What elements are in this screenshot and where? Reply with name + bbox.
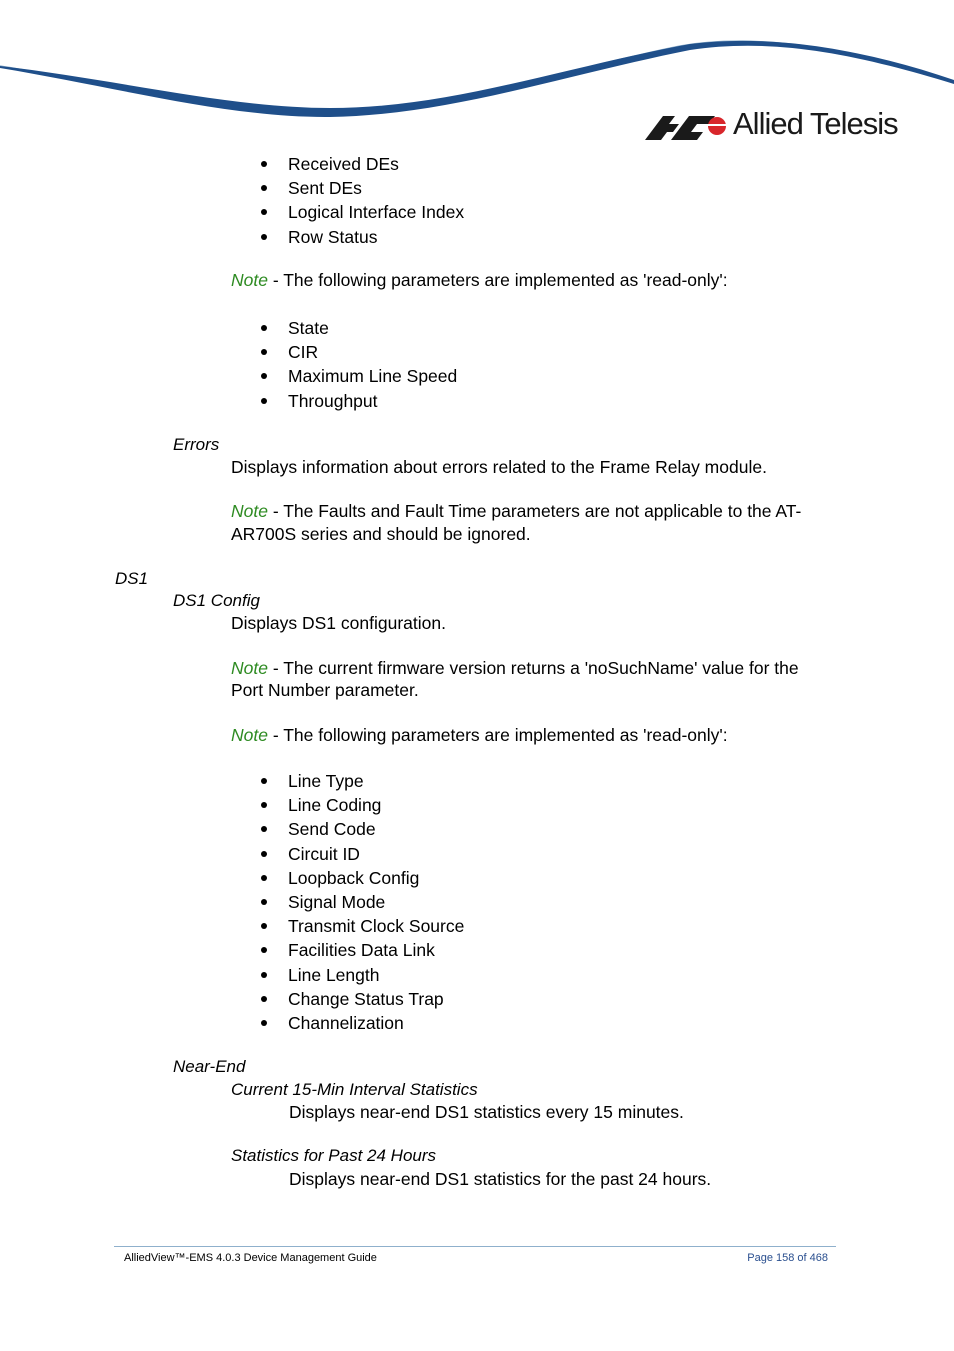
list-readonly-1 [231, 316, 457, 413]
ds1-heading: DS1 [115, 569, 149, 588]
list-item: Sent DEs [231, 176, 464, 200]
ds1-config-description: Displays DS1 configuration. [231, 613, 446, 633]
errors-heading: Errors [173, 435, 220, 454]
errors-note: Note - The Faults and Fault Time parameters are not applicable to the AT- [231, 501, 802, 521]
note-label: Note [231, 725, 268, 745]
note-label: Note [231, 270, 268, 290]
ds1-note-readonly: Note - The following parameters are implemented as 'read-only': [231, 725, 728, 745]
footer-page-number: Page 158 of 468 [747, 1252, 828, 1264]
list-item: Channelization [231, 1011, 464, 1035]
ds1-readonly-list [231, 769, 464, 1035]
list-item: Row Status [231, 225, 464, 249]
list-item: CIR [231, 340, 457, 364]
allied-telesis-mark-icon [645, 108, 727, 144]
ds1-note-nosuchname-line2: Port Number parameter. [231, 680, 419, 700]
list-item: Loopback Config [231, 866, 464, 890]
logo-text: Allied Telesis [733, 106, 898, 141]
past-24h-description: Displays near-end DS1 statistics for the past 24 hours. [289, 1169, 712, 1189]
list-item: Maximum Line Speed [231, 364, 457, 388]
list-item: Line Type [231, 769, 464, 793]
list-item: Throughput [231, 389, 457, 413]
footer-guide-title: AlliedView™-EMS 4.0.3 Device Management Guide [124, 1252, 377, 1264]
near-end-heading: Near-End [173, 1057, 246, 1076]
note-label: Note [231, 501, 268, 521]
ds1-config-heading: DS1 Config [173, 591, 260, 610]
list-item: Send Code [231, 817, 464, 841]
list-top [231, 152, 464, 249]
errors-note-line2: AR700S series and should be ignored. [231, 524, 531, 544]
list-item: Facilities Data Link [231, 938, 464, 962]
list-item: Change Status Trap [231, 987, 464, 1011]
list-item: Circuit ID [231, 842, 464, 866]
list-item: State [231, 316, 457, 340]
note-label: Note [231, 658, 268, 678]
list-item: Line Coding [231, 793, 464, 817]
list-item: Received DEs [231, 152, 464, 176]
footer-divider [114, 1246, 836, 1247]
note-readonly-1: Note - The following parameters are implemented as 'read-only': [231, 270, 728, 290]
list-item: Logical Interface Index [231, 200, 464, 224]
errors-description: Displays information about errors related to the Frame Relay module. [231, 457, 767, 477]
current-15min-heading: Current 15-Min Interval Statistics [231, 1080, 478, 1099]
current-15min-description: Displays near-end DS1 statistics every 15 minutes. [289, 1102, 684, 1122]
list-item: Line Length [231, 963, 464, 987]
ds1-note-nosuchname: Note - The current firmware version returns a 'noSuchName' value for the [231, 658, 799, 678]
list-item: Signal Mode [231, 890, 464, 914]
past-24h-heading: Statistics for Past 24 Hours [231, 1146, 437, 1165]
list-item: Transmit Clock Source [231, 914, 464, 938]
